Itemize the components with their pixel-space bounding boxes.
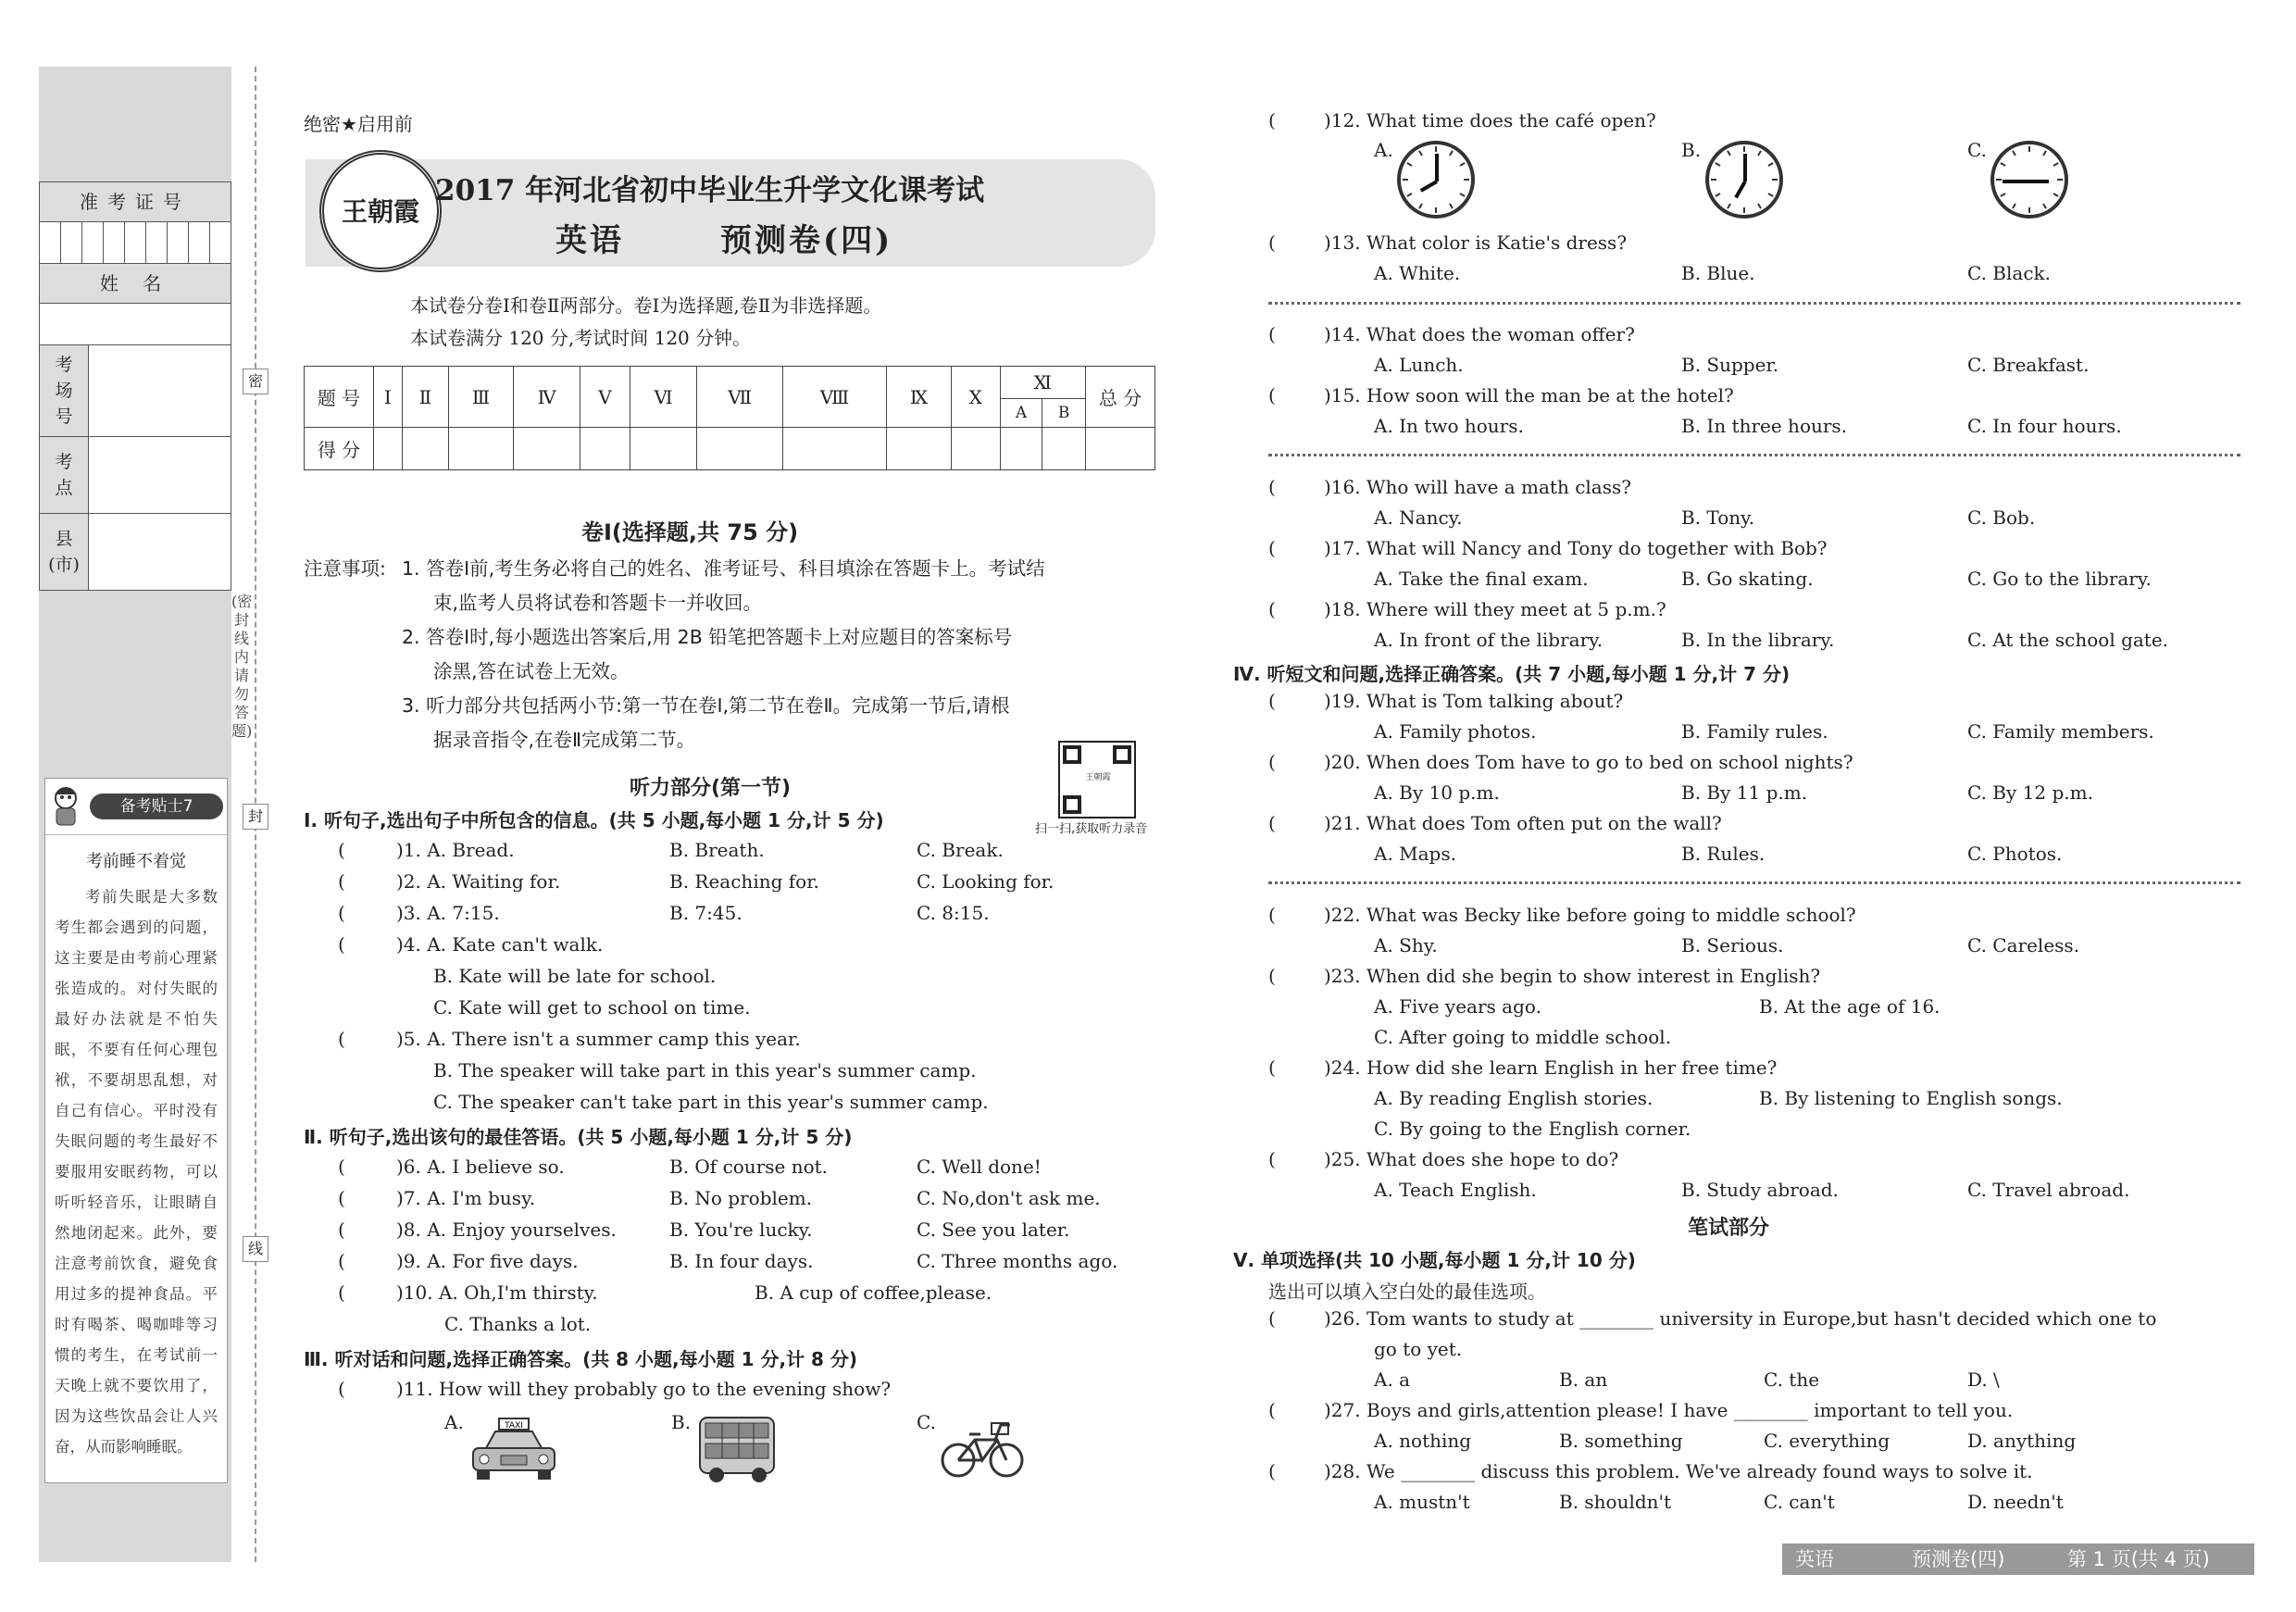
clock-tick bbox=[1758, 203, 1762, 208]
q25-c: C. Travel abroad. bbox=[1967, 1179, 2130, 1201]
q5-b: B. The speaker will take part in this year's summer camp. bbox=[433, 1059, 977, 1081]
q23: )23. When did she begin to show interest in English? bbox=[1324, 965, 1821, 987]
exam-room-field[interactable] bbox=[89, 345, 231, 436]
answer-paren: ( bbox=[338, 1250, 345, 1272]
taxi-icon bbox=[468, 1417, 560, 1483]
q11-c: C. bbox=[917, 1411, 936, 1433]
clock-tick bbox=[1716, 194, 1721, 197]
q13: )13. What color is Katie's dress? bbox=[1324, 231, 1628, 254]
q24-a: A. By reading English stories. bbox=[1374, 1087, 1653, 1109]
bicycle-icon bbox=[940, 1412, 1025, 1482]
score-cell[interactable] bbox=[1042, 428, 1086, 470]
q27-b: B. something bbox=[1559, 1430, 1683, 1452]
answer-paren: ( bbox=[1268, 231, 1276, 254]
answer-paren: ( bbox=[338, 1378, 345, 1400]
q3: )3. A. 7:15. bbox=[396, 902, 500, 924]
intro-line-1: 本试卷分卷Ⅰ和卷Ⅱ两部分。卷Ⅰ为选择题,卷Ⅱ为非选择题。 bbox=[410, 294, 882, 317]
col-11: Ⅺ bbox=[1000, 367, 1085, 399]
clock-tick bbox=[2053, 193, 2059, 196]
col-9: Ⅸ bbox=[887, 367, 952, 428]
q1: )1. A. Bread. bbox=[396, 839, 515, 861]
q12-a: A. bbox=[1374, 139, 1393, 161]
q9-b: B. In four days. bbox=[669, 1250, 814, 1272]
clock-tick bbox=[1419, 204, 1423, 209]
q16: )16. Who will have a math class? bbox=[1324, 476, 1631, 498]
qr-center-logo: 王朝霞 bbox=[1085, 773, 1111, 782]
q17-c: C. Go to the library. bbox=[1967, 568, 2152, 590]
score-cell[interactable] bbox=[1086, 428, 1155, 470]
clock-tick bbox=[1435, 146, 1437, 152]
col-4: Ⅳ bbox=[514, 367, 580, 428]
q17: )17. What will Nancy and Tony do together with Bob? bbox=[1324, 537, 1828, 559]
clock-tick bbox=[1711, 180, 1716, 181]
admission-number-label: 准考证号 bbox=[40, 182, 231, 222]
q6-b: B. Of course not. bbox=[669, 1156, 829, 1178]
q15: )15. How soon will the man be at the hotel? bbox=[1324, 384, 1734, 406]
score-cell[interactable] bbox=[402, 428, 448, 470]
q12-b: B. bbox=[1681, 139, 1702, 161]
answer-paren: ( bbox=[1268, 751, 1276, 773]
q4: )4. A. Kate can't walk. bbox=[396, 933, 604, 956]
clock-tick bbox=[1727, 151, 1730, 156]
q21-b: B. Rules. bbox=[1681, 843, 1766, 865]
q23-b: B. At the age of 16. bbox=[1759, 995, 1940, 1018]
q16-c: C. Bob. bbox=[1967, 506, 2036, 529]
answer-paren: ( bbox=[1268, 384, 1276, 406]
q13-b: B. Blue. bbox=[1681, 262, 1755, 284]
clock-tick bbox=[1744, 207, 1746, 213]
q8-b: B. You're lucky. bbox=[669, 1218, 813, 1241]
answer-paren: ( bbox=[1268, 1399, 1276, 1421]
q18-c: C. At the school gate. bbox=[1967, 629, 2169, 651]
clock-tick bbox=[1464, 179, 1469, 181]
q27-c: C. everything bbox=[1764, 1430, 1890, 1452]
answer-paren: ( bbox=[338, 933, 345, 956]
score-cell[interactable] bbox=[514, 428, 580, 470]
q2-b: B. Reaching for. bbox=[669, 870, 819, 893]
clock-tick bbox=[1767, 162, 1773, 166]
name-label: 姓 名 bbox=[40, 264, 231, 304]
q1-c: C. Break. bbox=[917, 839, 1004, 861]
q22-a: A. Shy. bbox=[1374, 934, 1438, 956]
q21-c: C. Photos. bbox=[1967, 843, 2063, 865]
answer-paren: ( bbox=[1268, 537, 1276, 559]
divider bbox=[1268, 454, 2240, 456]
hour-hand bbox=[1420, 180, 1438, 192]
score-cell[interactable] bbox=[1000, 428, 1042, 470]
section-5-instruction: 选出可以填入空白处的最佳选项。 bbox=[1268, 1281, 1546, 1303]
page-footer bbox=[1782, 1543, 2254, 1575]
q6: )6. A. I believe so. bbox=[396, 1156, 565, 1178]
q22: )22. What was Becky like before going to middle school? bbox=[1324, 904, 1856, 926]
q14: )14. What does the woman offer? bbox=[1324, 323, 1635, 345]
q1-b: B. Breath. bbox=[669, 839, 765, 861]
q20: )20. When does Tom have to go to bed on school nights? bbox=[1324, 751, 1853, 773]
answer-paren: ( bbox=[1268, 965, 1276, 987]
clock-tick bbox=[2053, 162, 2058, 166]
divider bbox=[1268, 302, 2240, 305]
q14-c: C. Breakfast. bbox=[1967, 354, 2090, 376]
minute-hand bbox=[2003, 180, 2030, 183]
section-1-header: Ⅰ. 听句子,选出句子中所包含的信息。(共 5 小题,每小题 1 分,计 5 分) bbox=[304, 809, 884, 831]
bus-icon bbox=[694, 1412, 780, 1486]
tip-title: 考前睡不着觉 bbox=[86, 852, 186, 871]
seal-mark-mi: 密 bbox=[243, 369, 268, 394]
tip-body: 考前失眠是大多数考生都会遇到的问题，这主要是由考前心理紧张造成的。对付失眠的最好办法就是不怕失眠，不要有任何心理包袱，不要胡思乱想，对自己有信心。平时没有失眠问题的考生最好不要服用安眠药物，可以听听轻音乐，让眼睛自然地闭起来。此外，要注意考前饮食，避免食用过多的提神食品。平时有喝茶、喝咖啡等习惯的考生，在考试前一天晚上就不要饮用了，因为这些饮品会让人兴奋，从而影响睡眠。 bbox=[55, 888, 218, 1456]
q11-b: B. bbox=[671, 1411, 692, 1433]
q3-c: C. 8:15. bbox=[917, 902, 990, 924]
tip-badge: 备考贴士7 bbox=[90, 794, 223, 819]
score-cell[interactable] bbox=[374, 428, 403, 470]
q15-b: B. In three hours. bbox=[1681, 415, 1848, 437]
q15-c: C. In four hours. bbox=[1967, 415, 2122, 437]
q24-b: B. By listening to English songs. bbox=[1759, 1087, 2063, 1109]
score-table-header-row bbox=[305, 367, 1155, 399]
q24-c: C. By going to the English corner. bbox=[1374, 1118, 1691, 1140]
clock-tick bbox=[1449, 150, 1453, 156]
clock-tick bbox=[1418, 151, 1422, 156]
q22-c: C. Careless. bbox=[1967, 934, 2080, 956]
q23-c: C. After going to middle school. bbox=[1374, 1026, 1672, 1048]
col-6: Ⅵ bbox=[630, 367, 697, 428]
col-11-b: B bbox=[1042, 399, 1086, 428]
col-10: Ⅹ bbox=[952, 367, 1001, 428]
taxi-sign: TAXI bbox=[505, 1421, 523, 1431]
q28-d: D. needn't bbox=[1967, 1491, 2064, 1513]
q26-d: D. \ bbox=[1967, 1368, 2000, 1391]
q8: )8. A. Enjoy yourselves. bbox=[396, 1218, 617, 1241]
q13-a: A. White. bbox=[1374, 262, 1461, 284]
q11: )11. How will they probably go to the evening show? bbox=[396, 1378, 892, 1400]
note-3-cont: 据录音指令,在卷Ⅱ完成第二节。 bbox=[433, 729, 696, 751]
q11-a: A. bbox=[444, 1411, 464, 1433]
q18-b: B. In the library. bbox=[1681, 629, 1835, 651]
q18: )18. Where will they meet at 5 p.m.? bbox=[1324, 598, 1666, 620]
clock-tick bbox=[2000, 163, 2005, 167]
score-table bbox=[304, 366, 1155, 470]
note-1-cont: 束,监考人员将试卷和答题卡一并收回。 bbox=[433, 592, 763, 614]
q15-a: A. In two hours. bbox=[1374, 415, 1524, 437]
part1-title: 卷Ⅰ(选择题,共 75 分) bbox=[581, 519, 799, 545]
minute-hand bbox=[1435, 154, 1439, 181]
clock-tick bbox=[2028, 146, 2030, 152]
answer-paren: ( bbox=[338, 1218, 345, 1241]
answer-paren: ( bbox=[338, 902, 345, 924]
q12: )12. What time does the café open? bbox=[1324, 109, 1656, 131]
clock-tick bbox=[1403, 180, 1408, 181]
clock-tick bbox=[1772, 179, 1778, 181]
q26-a: A. a bbox=[1374, 1368, 1411, 1391]
clock-tick bbox=[2057, 179, 2063, 181]
q6-c: C. Well done! bbox=[917, 1156, 1042, 1178]
q2-c: C. Looking for. bbox=[917, 870, 1054, 893]
answer-paren: ( bbox=[338, 1187, 345, 1209]
divider bbox=[1268, 881, 2240, 884]
answer-paren: ( bbox=[1268, 1307, 1276, 1330]
clock-icon-c bbox=[1990, 141, 2068, 219]
county-label: 县 (市) bbox=[40, 514, 89, 590]
col-8: Ⅷ bbox=[782, 367, 886, 428]
q21: )21. What does Tom often put on the wall? bbox=[1324, 812, 1722, 834]
exam-site-row bbox=[40, 437, 231, 514]
clock-tick bbox=[1406, 163, 1412, 167]
clock-tick bbox=[1407, 194, 1413, 197]
total-label: 总 分 bbox=[1086, 367, 1155, 428]
section-3-header: Ⅲ. 听对话和问题,选择正确答案。(共 8 小题,每小题 1 分,计 8 分) bbox=[304, 1348, 858, 1370]
section-2-header: Ⅱ. 听句子,选出该句的最佳答语。(共 5 小题,每小题 1 分,计 5 分) bbox=[304, 1126, 853, 1148]
exam-room-label: 考 场 号 bbox=[40, 345, 89, 436]
score-row bbox=[305, 428, 1155, 470]
note-2: 2. 答卷Ⅰ时,每小题选出答案后,用 2B 铅笔把答题卡上对应题目的答案标号 bbox=[402, 626, 1013, 648]
clock-tick bbox=[2001, 194, 2006, 197]
score-cell[interactable] bbox=[449, 428, 514, 470]
q9-c: C. Three months ago. bbox=[917, 1250, 1118, 1272]
q20-b: B. By 11 p.m. bbox=[1681, 781, 1808, 804]
qr-caption: 扫一扫,获取听力录音 bbox=[1035, 822, 1148, 836]
answer-paren: ( bbox=[1268, 1056, 1276, 1079]
name-field[interactable] bbox=[40, 304, 231, 345]
exam-site-field[interactable] bbox=[89, 437, 231, 513]
exam-room-row bbox=[40, 345, 231, 437]
q28-a: A. mustn't bbox=[1374, 1491, 1470, 1513]
q16-b: B. Tony. bbox=[1681, 506, 1755, 529]
q27-a: A. nothing bbox=[1374, 1430, 1472, 1452]
q8-c: C. See you later. bbox=[917, 1218, 1070, 1241]
section-5-header: Ⅴ. 单项选择(共 10 小题,每小题 1 分,计 10 分) bbox=[1233, 1249, 1636, 1271]
q26-cont: go to yet. bbox=[1374, 1338, 1463, 1360]
q9: )9. A. For five days. bbox=[396, 1250, 579, 1272]
q10: )10. A. Oh,I'm thirsty. bbox=[396, 1281, 598, 1304]
q26-b: B. an bbox=[1559, 1368, 1608, 1391]
logo-text: 王朝霞 bbox=[341, 196, 419, 227]
col-5: Ⅴ bbox=[580, 367, 630, 428]
county-row bbox=[40, 514, 231, 590]
answer-paren: ( bbox=[1268, 690, 1276, 712]
q25-b: B. Study abroad. bbox=[1681, 1179, 1839, 1201]
q26-c: C. the bbox=[1764, 1368, 1820, 1391]
footer-subject: 英语 bbox=[1795, 1548, 1834, 1570]
answer-paren: ( bbox=[1268, 1148, 1276, 1170]
clock-tick bbox=[1768, 193, 1774, 196]
clock-tick bbox=[1743, 146, 1745, 152]
footer-page: 第 1 页(共 4 页) bbox=[2067, 1548, 2210, 1570]
q5-c: C. The speaker can't take part in this year's summer camp. bbox=[433, 1091, 989, 1113]
q4-b: B. Kate will be late for school. bbox=[433, 965, 717, 987]
answer-paren: ( bbox=[1268, 904, 1276, 926]
q2: )2. A. Waiting for. bbox=[396, 870, 561, 893]
col-11-a: A bbox=[1000, 399, 1042, 428]
answer-paren: ( bbox=[1268, 598, 1276, 620]
hour-hand bbox=[1734, 181, 1746, 198]
seal-mark-xian: 线 bbox=[243, 1236, 268, 1262]
clock-tick bbox=[1757, 150, 1761, 156]
q17-b: B. Go skating. bbox=[1681, 568, 1814, 590]
q24: )24. How did she learn English in her free time? bbox=[1324, 1056, 1778, 1079]
q28-c: C. can't bbox=[1764, 1491, 1835, 1513]
note-2-cont: 涂黑,答在试卷上无效。 bbox=[433, 660, 630, 682]
q7: )7. A. I'm busy. bbox=[396, 1187, 536, 1209]
clock-tick bbox=[1450, 203, 1454, 208]
q12-c: C. bbox=[1967, 139, 1987, 161]
paper-title: 预测卷(四) bbox=[720, 222, 893, 259]
exam-site-label: 考 点 bbox=[40, 437, 89, 513]
tip-header bbox=[45, 779, 227, 835]
notes-label: 注意事项: bbox=[304, 557, 386, 580]
q20-a: A. By 10 p.m. bbox=[1374, 781, 1500, 804]
clock-tick bbox=[2013, 204, 2016, 209]
q28: )28. We ________ discuss this problem. We've already found ways to solve it. bbox=[1324, 1460, 2033, 1482]
q14-b: B. Supper. bbox=[1681, 354, 1779, 376]
clock-tick bbox=[1715, 163, 1720, 167]
q13-c: C. Black. bbox=[1967, 262, 2051, 284]
q18-a: A. In front of the library. bbox=[1374, 629, 1603, 651]
admission-number-boxes[interactable] bbox=[40, 222, 231, 264]
clock-icon-b bbox=[1705, 141, 1783, 219]
clock-tick bbox=[2043, 203, 2047, 208]
seal-warning: (密封线内请勿答题) bbox=[231, 593, 253, 740]
clock-tick bbox=[1436, 207, 1438, 213]
q27: )27. Boys and girls,attention please! I have ________ important to tell you. bbox=[1324, 1399, 2014, 1421]
score-cell[interactable] bbox=[580, 428, 630, 470]
clock-tick bbox=[2042, 150, 2046, 156]
answer-paren: ( bbox=[338, 1281, 345, 1304]
q7-b: B. No problem. bbox=[669, 1187, 813, 1209]
clock-tick bbox=[2012, 151, 2015, 156]
q3-b: B. 7:45. bbox=[669, 902, 742, 924]
q23-a: A. Five years ago. bbox=[1374, 995, 1541, 1018]
clock-tick bbox=[2029, 207, 2031, 213]
subject-title: 英语 bbox=[555, 222, 624, 259]
answer-paren: ( bbox=[338, 1028, 345, 1050]
question-number-label: 题 号 bbox=[305, 367, 374, 428]
mascot-icon bbox=[45, 783, 86, 830]
col-2: Ⅱ bbox=[402, 367, 448, 428]
county-field[interactable] bbox=[89, 514, 231, 590]
minute-hand bbox=[1743, 154, 1747, 181]
q27-d: D. anything bbox=[1967, 1430, 2077, 1452]
q10-b: B. A cup of coffee,please. bbox=[755, 1281, 992, 1304]
publisher-logo bbox=[319, 150, 442, 272]
q5: )5. A. There isn't a summer camp this year. bbox=[396, 1028, 801, 1050]
q19-c: C. Family members. bbox=[1967, 720, 2154, 743]
clock-tick bbox=[1459, 162, 1465, 166]
answer-paren: ( bbox=[1268, 812, 1276, 834]
clock-tick bbox=[1996, 180, 2002, 181]
answer-paren: ( bbox=[1268, 109, 1276, 131]
footer-paper: 预测卷(四) bbox=[1912, 1548, 2005, 1570]
clock-tick bbox=[1728, 204, 1731, 209]
col-7: Ⅶ bbox=[697, 367, 782, 428]
intro-line-2: 本试卷满分 120 分,考试时间 120 分钟。 bbox=[410, 327, 752, 349]
answer-paren: ( bbox=[1268, 323, 1276, 345]
q21-a: A. Maps. bbox=[1374, 843, 1456, 865]
col-3: Ⅲ bbox=[449, 367, 514, 428]
q22-b: B. Serious. bbox=[1681, 934, 1784, 956]
q14-a: A. Lunch. bbox=[1374, 354, 1464, 376]
q16-a: A. Nancy. bbox=[1374, 506, 1463, 529]
clock-tick bbox=[1460, 193, 1466, 196]
q19-b: B. Family rules. bbox=[1681, 720, 1828, 743]
answer-paren: ( bbox=[338, 839, 345, 861]
confidential-mark: 绝密★启用前 bbox=[304, 113, 413, 135]
q26: )26. Tom wants to study at ________ university in Europe,but hasn't decided which one to bbox=[1324, 1307, 2157, 1330]
q19-a: A. Family photos. bbox=[1374, 720, 1537, 743]
q4-c: C. Kate will get to school on time. bbox=[433, 996, 751, 1018]
seal-mark-feng: 封 bbox=[243, 804, 268, 830]
q25: )25. What does she hope to do? bbox=[1324, 1148, 1619, 1170]
answer-paren: ( bbox=[338, 1156, 345, 1178]
score-label: 得 分 bbox=[305, 428, 374, 470]
answer-paren: ( bbox=[1268, 476, 1276, 498]
score-cell[interactable] bbox=[630, 428, 697, 470]
exam-tip-box bbox=[44, 778, 228, 1483]
listening-title: 听力部分(第一节) bbox=[630, 777, 792, 800]
exam-title: 2017 年河北省初中毕业生升学文化课考试 bbox=[435, 174, 985, 207]
hour-hand bbox=[2030, 180, 2049, 183]
col-1: Ⅰ bbox=[374, 367, 403, 428]
q10-c: C. Thanks a lot. bbox=[444, 1313, 592, 1335]
q17-a: A. Take the final exam. bbox=[1374, 568, 1589, 590]
answer-paren: ( bbox=[1268, 1460, 1276, 1482]
section-4-header: Ⅳ. 听短文和问题,选择正确答案。(共 7 小题,每小题 1 分,计 7 分) bbox=[1233, 663, 1791, 685]
q19: )19. What is Tom talking about? bbox=[1324, 690, 1624, 712]
score-cell[interactable] bbox=[782, 428, 886, 470]
qr-code[interactable] bbox=[1058, 741, 1136, 818]
note-1: 1. 答卷Ⅰ前,考生务必将自己的姓名、准考证号、科目填涂在答题卡上。考试结 bbox=[402, 557, 1045, 580]
clock-icon-a bbox=[1397, 141, 1475, 219]
candidate-info-box bbox=[39, 181, 231, 591]
score-cell[interactable] bbox=[887, 428, 952, 470]
q20-c: C. By 12 p.m. bbox=[1967, 781, 2093, 804]
answer-paren: ( bbox=[338, 870, 345, 893]
score-cell[interactable] bbox=[697, 428, 782, 470]
q28-b: B. shouldn't bbox=[1559, 1491, 1672, 1513]
note-3: 3. 听力部分共包括两小节:第一节在卷Ⅰ,第二节在卷Ⅱ。完成第一节后,请根 bbox=[402, 694, 1010, 717]
written-part-title: 笔试部分 bbox=[1688, 1217, 1770, 1240]
q25-a: A. Teach English. bbox=[1374, 1179, 1537, 1201]
q7-c: C. No,don't ask me. bbox=[917, 1187, 1101, 1209]
score-cell[interactable] bbox=[952, 428, 1001, 470]
